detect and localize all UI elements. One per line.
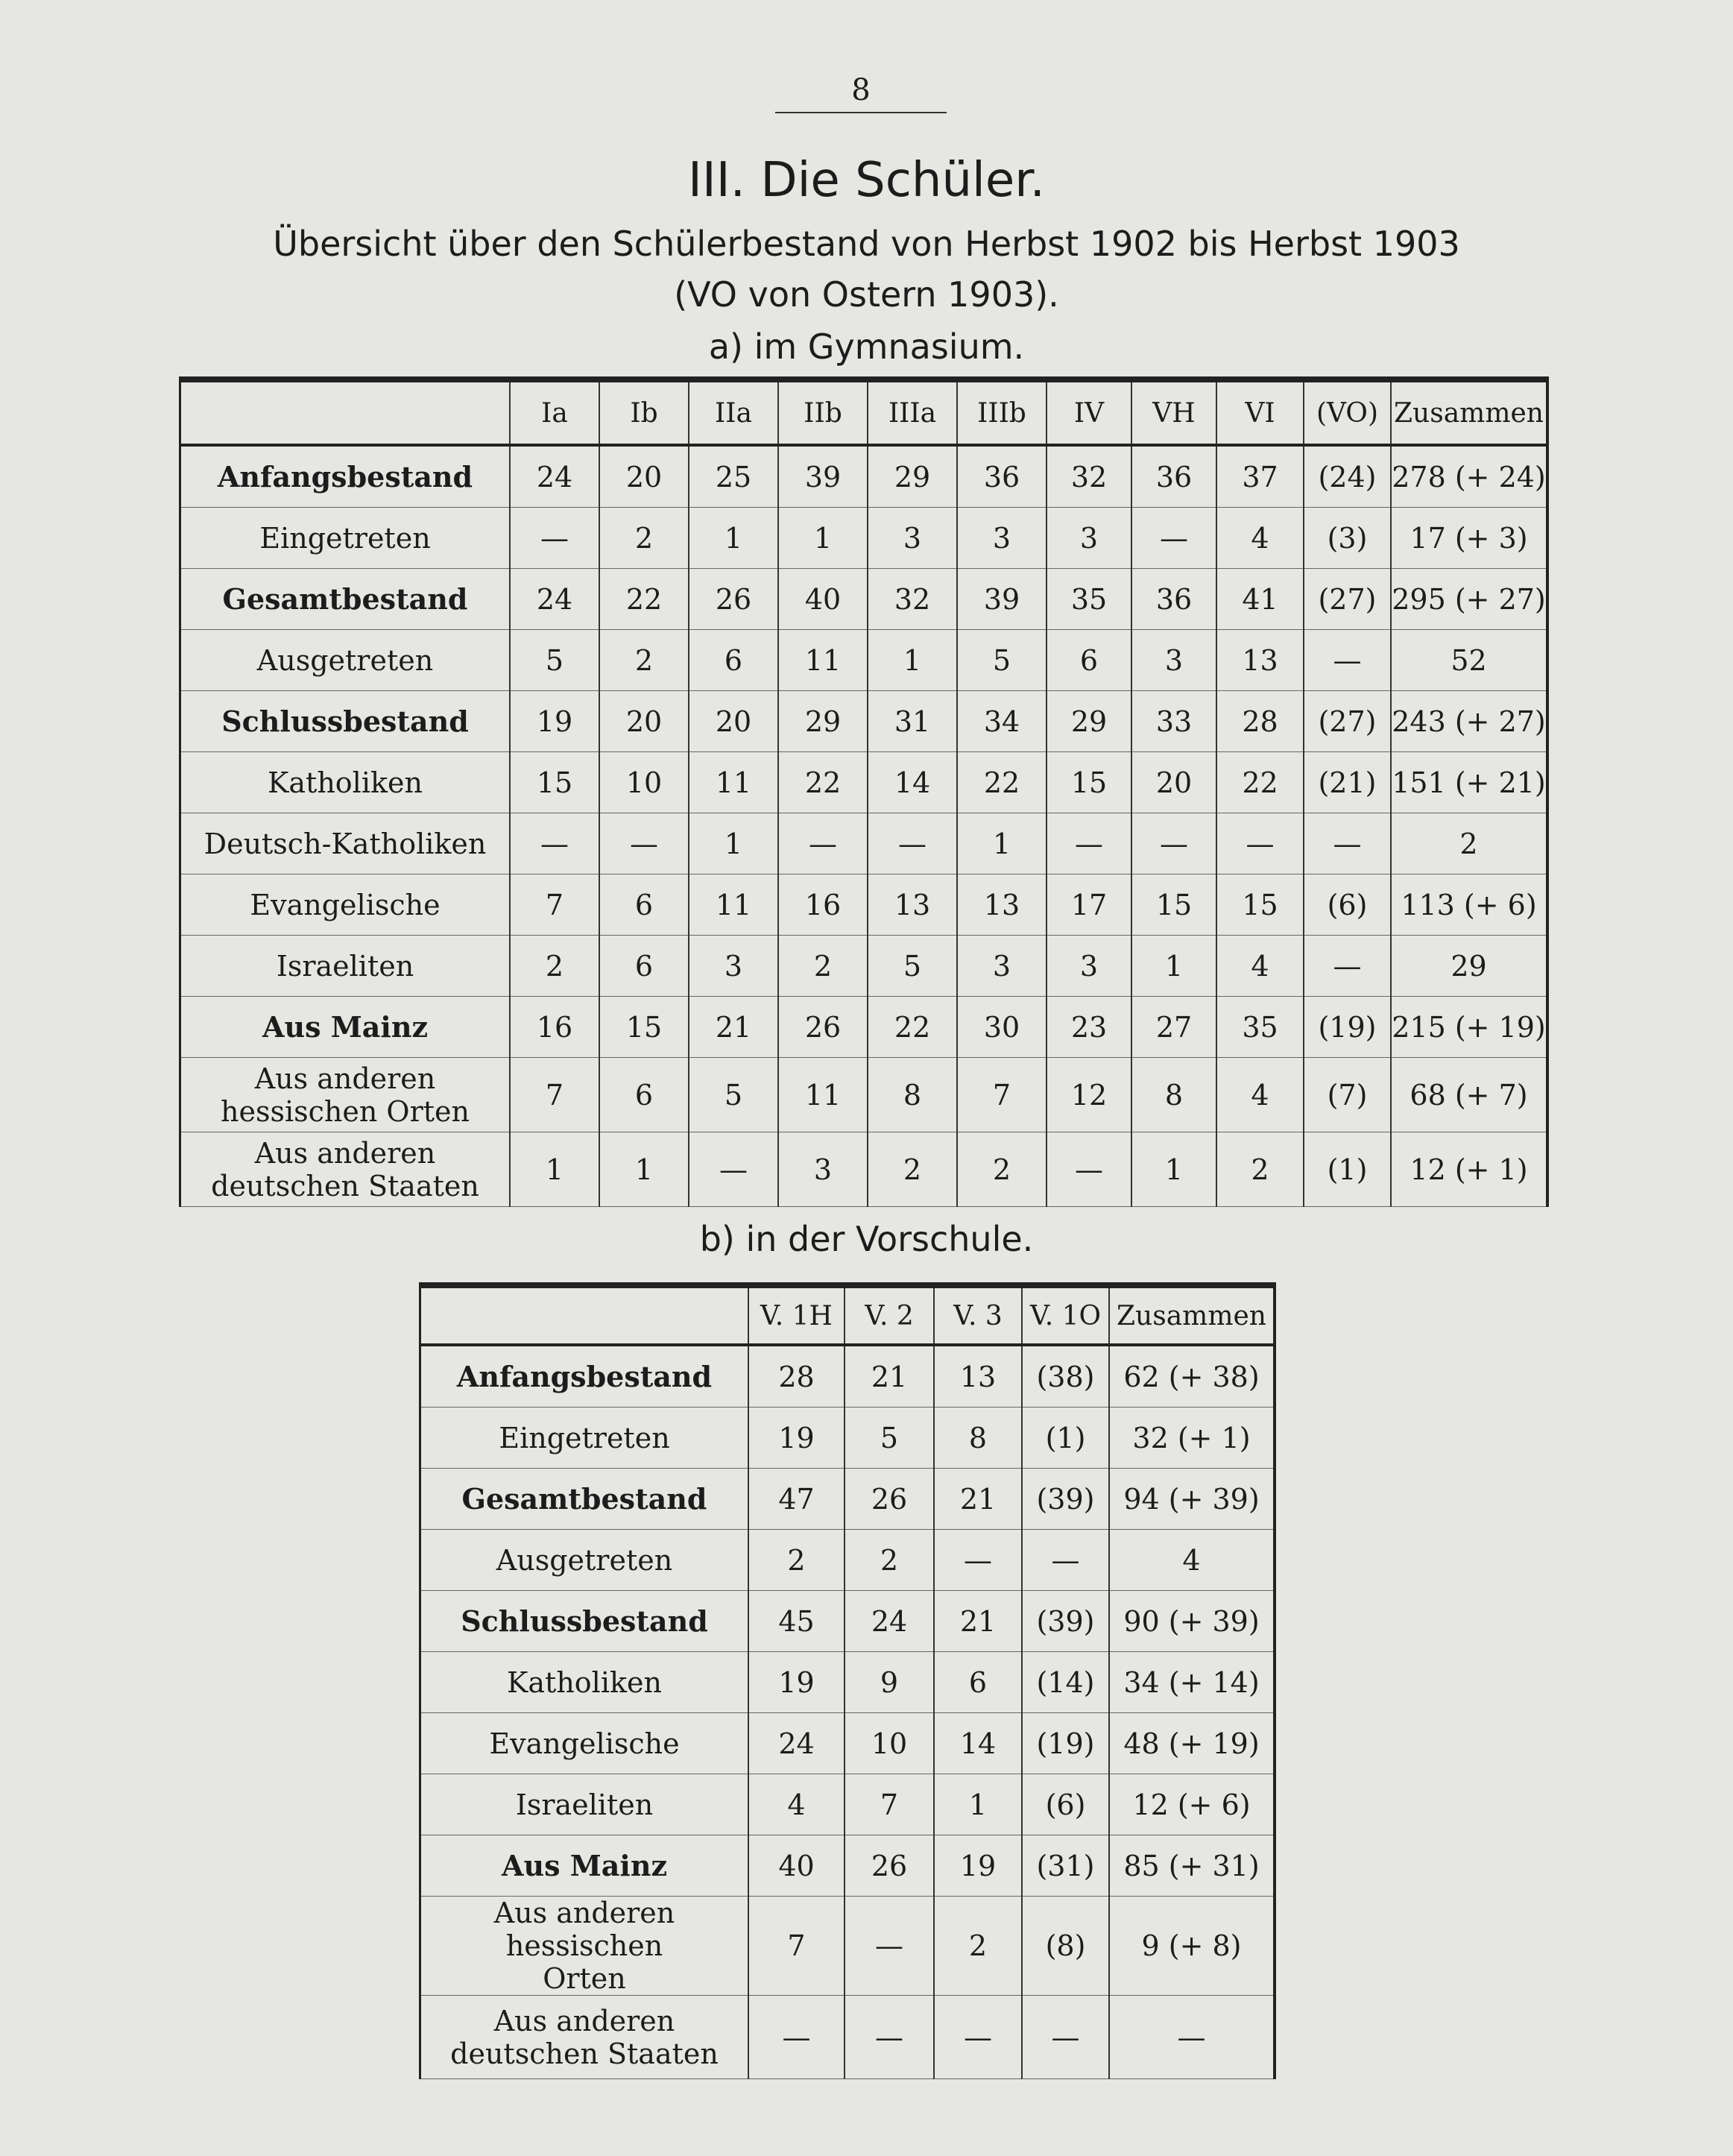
table-cell: 13 — [934, 1345, 1022, 1408]
table-cell: 215 (+ 19) — [1391, 997, 1547, 1058]
table-cell: 6 — [599, 874, 689, 936]
table-cell: (39) — [1022, 1469, 1109, 1530]
table-cell: 1 — [510, 1132, 599, 1207]
table-cell: (19) — [1022, 1713, 1109, 1774]
table-cell: 16 — [510, 997, 599, 1058]
table-cell: 34 (+ 14) — [1109, 1652, 1275, 1713]
table-cell: 1 — [868, 630, 957, 691]
table-cell: 13 — [957, 874, 1047, 936]
table-cell: 9 (+ 8) — [1109, 1897, 1275, 1996]
table-cell: 2 — [778, 936, 868, 997]
table-cell: 35 — [1216, 997, 1304, 1058]
header-cell: IIIa — [868, 379, 957, 445]
table-cell: — — [845, 1897, 934, 1996]
table-cell: 29 — [1391, 936, 1547, 997]
table-cell: 16 — [778, 874, 868, 936]
table-cell: — — [689, 1132, 778, 1207]
table-row — [180, 630, 1548, 691]
table-cell: 3 — [1047, 508, 1131, 569]
table-cell: 1 — [778, 508, 868, 569]
table-row — [180, 1058, 1548, 1132]
table-cell: (6) — [1022, 1774, 1109, 1835]
row-label: Anfangsbestand — [180, 445, 511, 508]
table-cell: — — [1304, 936, 1391, 997]
table-cell: 28 — [748, 1345, 845, 1408]
header-cell: VI — [1216, 379, 1304, 445]
section-a-heading: a) im Gymnasium. — [708, 327, 1025, 367]
table-cell: 2 — [1391, 813, 1547, 874]
table-row — [420, 1652, 1275, 1713]
table-cell: 1 — [1131, 936, 1216, 997]
row-label: Anfangsbestand — [420, 1345, 749, 1408]
table-cell: (31) — [1022, 1835, 1109, 1897]
table-cell: 85 (+ 31) — [1109, 1835, 1275, 1897]
table-cell: 13 — [1216, 630, 1304, 691]
table-cell: 22 — [1216, 752, 1304, 813]
table-cell: 29 — [778, 691, 868, 752]
header-cell: IIa — [689, 379, 778, 445]
table-cell: 4 — [748, 1774, 845, 1835]
row-label-line: Aus anderen — [254, 1062, 436, 1095]
table-cell: 6 — [689, 630, 778, 691]
table-cell: 2 — [599, 630, 689, 691]
table-cell: (3) — [1304, 508, 1391, 569]
table-cell: 40 — [748, 1835, 845, 1897]
table-cell: 17 — [1047, 874, 1131, 936]
row-label: Gesamtbestand — [420, 1469, 749, 1530]
table-cell: 1 — [957, 813, 1047, 874]
table-cell: 47 — [748, 1469, 845, 1530]
table-cell: 24 — [845, 1591, 934, 1652]
row-label — [420, 1897, 749, 1996]
table-cell: 22 — [957, 752, 1047, 813]
table-cell: (14) — [1022, 1652, 1109, 1713]
table-cell: — — [1022, 1996, 1109, 2079]
table-cell: 15 — [510, 752, 599, 813]
page-number: 8 — [775, 73, 947, 113]
table-cell: 14 — [934, 1713, 1022, 1774]
header-cell: VH — [1131, 379, 1216, 445]
table-row — [180, 997, 1548, 1058]
subtitle-line-1: Übersicht über den Schülerbestand von Herbst 1902 bis Herbst 1903 — [273, 224, 1460, 264]
table-cell: 36 — [957, 445, 1047, 508]
table-row — [420, 1897, 1275, 1996]
table-row — [420, 1408, 1275, 1469]
table-cell: 25 — [689, 445, 778, 508]
table-cell: 5 — [868, 936, 957, 997]
table-cell: 20 — [689, 691, 778, 752]
table-cell: 39 — [778, 445, 868, 508]
table-cell: 3 — [957, 508, 1047, 569]
row-label-line: deutschen Staaten — [450, 2037, 719, 2070]
table-cell: — — [1109, 1996, 1275, 2079]
table-cell: 24 — [510, 569, 599, 630]
table-row — [180, 874, 1548, 936]
table-cell: 7 — [845, 1774, 934, 1835]
row-label: Aus Mainz — [420, 1835, 749, 1897]
table-cell: 19 — [510, 691, 599, 752]
table-cell: (7) — [1304, 1058, 1391, 1132]
table-cell: 8 — [934, 1408, 1022, 1469]
header-cell: (VO) — [1304, 379, 1391, 445]
table-cell: 19 — [748, 1652, 845, 1713]
table-cell: 34 — [957, 691, 1047, 752]
header-cell: V. 1H — [748, 1285, 845, 1345]
row-label-line: deutschen Staaten — [211, 1169, 479, 1202]
table-row — [180, 569, 1548, 630]
table-cell: 2 — [599, 508, 689, 569]
table-cell: 23 — [1047, 997, 1131, 1058]
table-cell: 21 — [689, 997, 778, 1058]
table-cell: 12 — [1047, 1058, 1131, 1132]
table-cell: 45 — [748, 1591, 845, 1652]
table-cell: 21 — [845, 1345, 934, 1408]
table-cell: (19) — [1304, 997, 1391, 1058]
table-cell: 40 — [778, 569, 868, 630]
table-cell: 8 — [868, 1058, 957, 1132]
row-label: Ausgetreten — [180, 630, 511, 691]
table-cell: 52 — [1391, 630, 1547, 691]
row-label-line: hessischen Orten — [221, 1094, 470, 1128]
table-cell: 22 — [599, 569, 689, 630]
table-cell: 90 (+ 39) — [1109, 1591, 1275, 1652]
table-cell: (8) — [1022, 1897, 1109, 1996]
table-cell: 2 — [845, 1530, 934, 1591]
table-row — [420, 1835, 1275, 1897]
header-row — [420, 1285, 1275, 1345]
table-cell: 48 (+ 19) — [1109, 1713, 1275, 1774]
table-cell: 5 — [510, 630, 599, 691]
table-cell: 7 — [510, 874, 599, 936]
table-row — [420, 1530, 1275, 1591]
table-cell: 113 (+ 6) — [1391, 874, 1547, 936]
table-cell: 4 — [1216, 508, 1304, 569]
row-label: Schlussbestand — [420, 1591, 749, 1652]
table-cell: — — [1304, 630, 1391, 691]
table-cell: 295 (+ 27) — [1391, 569, 1547, 630]
header-cell — [180, 379, 511, 445]
table-cell: 21 — [934, 1591, 1022, 1652]
page-title: III. Die Schüler. — [688, 153, 1045, 208]
table-cell: 9 — [845, 1652, 934, 1713]
table-cell: 37 — [1216, 445, 1304, 508]
row-label-line: Orten — [543, 1962, 626, 1995]
table-cell: 26 — [845, 1469, 934, 1530]
row-label: Katholiken — [180, 752, 511, 813]
header-cell: Ib — [599, 379, 689, 445]
table-cell: 8 — [1131, 1058, 1216, 1132]
row-label: Eingetreten — [420, 1408, 749, 1469]
table-row — [180, 752, 1548, 813]
table-cell: 13 — [868, 874, 957, 936]
table-cell: 20 — [599, 691, 689, 752]
table-cell: 26 — [778, 997, 868, 1058]
header-cell: IV — [1047, 379, 1131, 445]
table-cell: 22 — [778, 752, 868, 813]
row-label: Schlussbestand — [180, 691, 511, 752]
table-cell: (27) — [1304, 569, 1391, 630]
header-cell: IIIb — [957, 379, 1047, 445]
table-cell: 4 — [1109, 1530, 1275, 1591]
table-cell: 6 — [599, 936, 689, 997]
table-cell: 30 — [957, 997, 1047, 1058]
table-cell: 1 — [934, 1774, 1022, 1835]
header-cell: V. 1O — [1022, 1285, 1109, 1345]
table-cell: 20 — [599, 445, 689, 508]
table-cell: 4 — [1216, 1058, 1304, 1132]
table-cell: 1 — [689, 813, 778, 874]
table-cell: 20 — [1131, 752, 1216, 813]
row-label-line: Aus anderen — [254, 1136, 436, 1170]
row-label: Deutsch-Katholiken — [180, 813, 511, 874]
table-cell: 19 — [934, 1835, 1022, 1897]
table-cell: 28 — [1216, 691, 1304, 752]
table-cell: — — [599, 813, 689, 874]
table-cell: 24 — [748, 1713, 845, 1774]
table-row — [420, 1996, 1275, 2079]
row-label-line: Aus anderen — [493, 2004, 675, 2037]
table-cell: 35 — [1047, 569, 1131, 630]
header-cell: V. 2 — [845, 1285, 934, 1345]
header-cell: Ia — [510, 379, 599, 445]
header-cell: Zusammen — [1391, 379, 1547, 445]
table-cell: 11 — [689, 874, 778, 936]
table-cell: 11 — [778, 630, 868, 691]
table-cell: 21 — [934, 1469, 1022, 1530]
table-cell: 24 — [510, 445, 599, 508]
table-cell: 17 (+ 3) — [1391, 508, 1547, 569]
table-row — [180, 691, 1548, 752]
row-label — [180, 1132, 511, 1207]
table-cell: 2 — [868, 1132, 957, 1207]
table-cell: (1) — [1022, 1408, 1109, 1469]
table-cell: 1 — [599, 1132, 689, 1207]
table-row — [420, 1469, 1275, 1530]
table-cell: 41 — [1216, 569, 1304, 630]
table-row — [420, 1774, 1275, 1835]
table-cell: — — [1022, 1530, 1109, 1591]
table-cell: 33 — [1131, 691, 1216, 752]
table-cell: 39 — [957, 569, 1047, 630]
row-label: Gesamtbestand — [180, 569, 511, 630]
table-row — [180, 813, 1548, 874]
table-cell: 10 — [845, 1713, 934, 1774]
header-row — [180, 379, 1548, 445]
table-cell: 1 — [689, 508, 778, 569]
table-cell: 3 — [957, 936, 1047, 997]
table-cell: — — [1216, 813, 1304, 874]
table-cell: 6 — [1047, 630, 1131, 691]
table-cell: 12 (+ 1) — [1391, 1132, 1547, 1207]
table-cell: — — [1304, 813, 1391, 874]
table-cell: 15 — [1047, 752, 1131, 813]
table-cell: 32 — [868, 569, 957, 630]
table-row — [180, 936, 1548, 997]
table-row — [420, 1713, 1275, 1774]
table-cell: 2 — [1216, 1132, 1304, 1207]
table-row — [180, 508, 1548, 569]
header-cell: Zusammen — [1109, 1285, 1275, 1345]
table-cell: 243 (+ 27) — [1391, 691, 1547, 752]
table-cell: (1) — [1304, 1132, 1391, 1207]
row-label: Aus Mainz — [180, 997, 511, 1058]
table-row — [420, 1345, 1275, 1408]
table-cell: 32 (+ 1) — [1109, 1408, 1275, 1469]
row-label — [180, 1058, 511, 1132]
row-label: Eingetreten — [180, 508, 511, 569]
table-cell: 3 — [868, 508, 957, 569]
table-cell: 3 — [778, 1132, 868, 1207]
subtitle-line-2: (VO von Ostern 1903). — [674, 274, 1059, 315]
table-cell: 15 — [1131, 874, 1216, 936]
table-cell: 10 — [599, 752, 689, 813]
row-label: Israeliten — [420, 1774, 749, 1835]
table-cell: 7 — [748, 1897, 845, 1996]
table-cell: 94 (+ 39) — [1109, 1469, 1275, 1530]
table-row — [180, 445, 1548, 508]
table-cell: 26 — [689, 569, 778, 630]
table-cell: — — [868, 813, 957, 874]
table-row — [420, 1591, 1275, 1652]
table-cell: 29 — [868, 445, 957, 508]
table-cell: 11 — [778, 1058, 868, 1132]
table-cell: (24) — [1304, 445, 1391, 508]
table-cell: 36 — [1131, 569, 1216, 630]
row-label: Evangelische — [420, 1713, 749, 1774]
table-cell: 15 — [599, 997, 689, 1058]
table-cell: 2 — [957, 1132, 1047, 1207]
table-cell: (21) — [1304, 752, 1391, 813]
table-cell: 5 — [957, 630, 1047, 691]
table-cell: (27) — [1304, 691, 1391, 752]
header-cell — [420, 1285, 749, 1345]
table-cell: 5 — [845, 1408, 934, 1469]
header-cell: IIb — [778, 379, 868, 445]
table-cell: 26 — [845, 1835, 934, 1897]
table-cell: 2 — [748, 1530, 845, 1591]
table-cell: — — [1131, 813, 1216, 874]
gymnasium-table — [179, 376, 1549, 1207]
row-label-line: Aus anderen hessischen — [493, 1897, 675, 1962]
table-cell: (6) — [1304, 874, 1391, 936]
table-cell: (39) — [1022, 1591, 1109, 1652]
table-cell: 6 — [934, 1652, 1022, 1713]
table-cell: — — [510, 508, 599, 569]
vorschule-table — [419, 1282, 1276, 2079]
table-cell: 27 — [1131, 997, 1216, 1058]
table-cell: 3 — [689, 936, 778, 997]
table-cell: 15 — [1216, 874, 1304, 936]
table-cell: 4 — [1216, 936, 1304, 997]
table-cell: 22 — [868, 997, 957, 1058]
table-cell: 19 — [748, 1408, 845, 1469]
table-cell: — — [748, 1996, 845, 2079]
table-cell: — — [778, 813, 868, 874]
table-cell: 6 — [599, 1058, 689, 1132]
row-label — [420, 1996, 749, 2079]
table-cell: 14 — [868, 752, 957, 813]
table-cell: 7 — [510, 1058, 599, 1132]
row-label: Katholiken — [420, 1652, 749, 1713]
table-cell: 5 — [689, 1058, 778, 1132]
table-cell: 1 — [1131, 1132, 1216, 1207]
table-cell: — — [1047, 1132, 1131, 1207]
table-cell: 32 — [1047, 445, 1131, 508]
table-cell: 31 — [868, 691, 957, 752]
table-cell: — — [1131, 508, 1216, 569]
table-cell: 2 — [934, 1897, 1022, 1996]
table-cell: — — [1047, 813, 1131, 874]
table-cell: 12 (+ 6) — [1109, 1774, 1275, 1835]
table-cell: (38) — [1022, 1345, 1109, 1408]
table-cell: 3 — [1047, 936, 1131, 997]
row-label: Ausgetreten — [420, 1530, 749, 1591]
row-label: Israeliten — [180, 936, 511, 997]
table-cell: 11 — [689, 752, 778, 813]
table-cell: — — [845, 1996, 934, 2079]
table-row — [180, 1132, 1548, 1207]
table-cell: 36 — [1131, 445, 1216, 508]
table-cell: 29 — [1047, 691, 1131, 752]
table-cell: 62 (+ 38) — [1109, 1345, 1275, 1408]
table-cell: 3 — [1131, 630, 1216, 691]
table-cell: — — [510, 813, 599, 874]
table-cell: 68 (+ 7) — [1391, 1058, 1547, 1132]
table-cell: 7 — [957, 1058, 1047, 1132]
table-cell: 2 — [510, 936, 599, 997]
table-cell: 278 (+ 24) — [1391, 445, 1547, 508]
table-cell: — — [934, 1530, 1022, 1591]
table-cell: 151 (+ 21) — [1391, 752, 1547, 813]
section-b-heading: b) in der Vorschule. — [699, 1219, 1034, 1259]
table-cell: — — [934, 1996, 1022, 2079]
header-cell: V. 3 — [934, 1285, 1022, 1345]
row-label: Evangelische — [180, 874, 511, 936]
